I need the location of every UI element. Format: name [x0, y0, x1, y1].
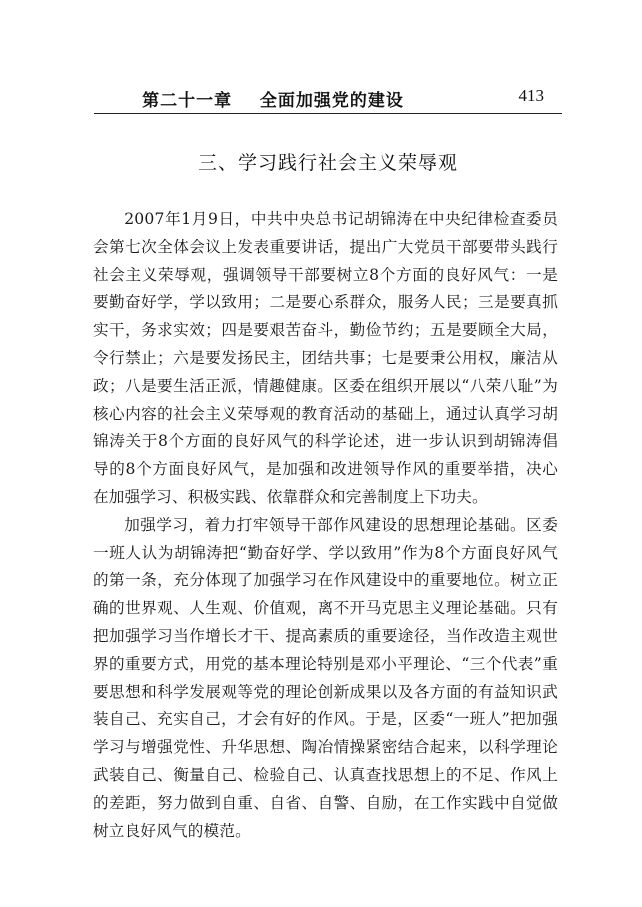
body-text	[93, 206, 558, 845]
running-header	[94, 78, 562, 114]
paragraph-2: 加强学习，着力打牢领导干部作风建设的思想理论基础。区委一班人认为胡锦涛把“勤奋好学、学以致用”作为8个方面良好风气的第一条，充分体现了加强学习在作风建设中的重要地位。树立正确的世界观、人生观、价值观，离不开马克思主义理论基础。只有把加强学习当作增长才干、提高素质的重要途径，当作改造主观世界的重要方式，用党的基本理论特别是邓小平理论、“三个代表”重要思想和科学发展观等党的理论创新成果以及各方面的有益知识武装自己、充实自己，才会有好的作风。于是，区委“一班人”把加强学习与增强党性、升华思想、陶冶情操紧密结合起来，以科学理论武装自己、衡量自己、检验自己、认真查找思想上的不足、作风上的差距，努力做到自重、自省、自警、自励，在工作实践中自觉做树立良好风气的模范。	[93, 515, 558, 840]
paragraph-1: 2007年1月9日，中共中央总书记胡锦涛在中央纪律检查委员会第七次全体会议上发表重要讲话，提出广大党员干部要带头践行社会主义荣辱观，强调领导干部要树立8个方面的良好风气：一是要勤奋好学，学以致用；二是要心系群众，服务人民；三是要真抓实干，务求实效；四是要艰苦奋斗，勤俭节约；五是要顾全大局，令行禁止；六是要发扬民主，团结共事；七是要秉公用权，廉洁从政；八是要生活正派，情趣健康。区委在组织开展以“八荣八耻”为核心内容的社会主义荣辱观的教育活动的基础上，通过认真学习胡锦涛关于8个方面的良好风气的科学论述，进一步认识到胡锦涛倡导的8个方面良好风气，是加强和改进领导作风的重要举措，决心在加强学习、积极实践、依靠群众和完善制度上下功夫。	[93, 210, 558, 506]
section-title: 三、学习践行社会主义荣辱观	[197, 152, 458, 174]
chapter-title: 第二十一章 全面加强党的建设	[142, 91, 404, 111]
header-rule	[94, 113, 562, 114]
page-number: 413	[518, 86, 544, 105]
